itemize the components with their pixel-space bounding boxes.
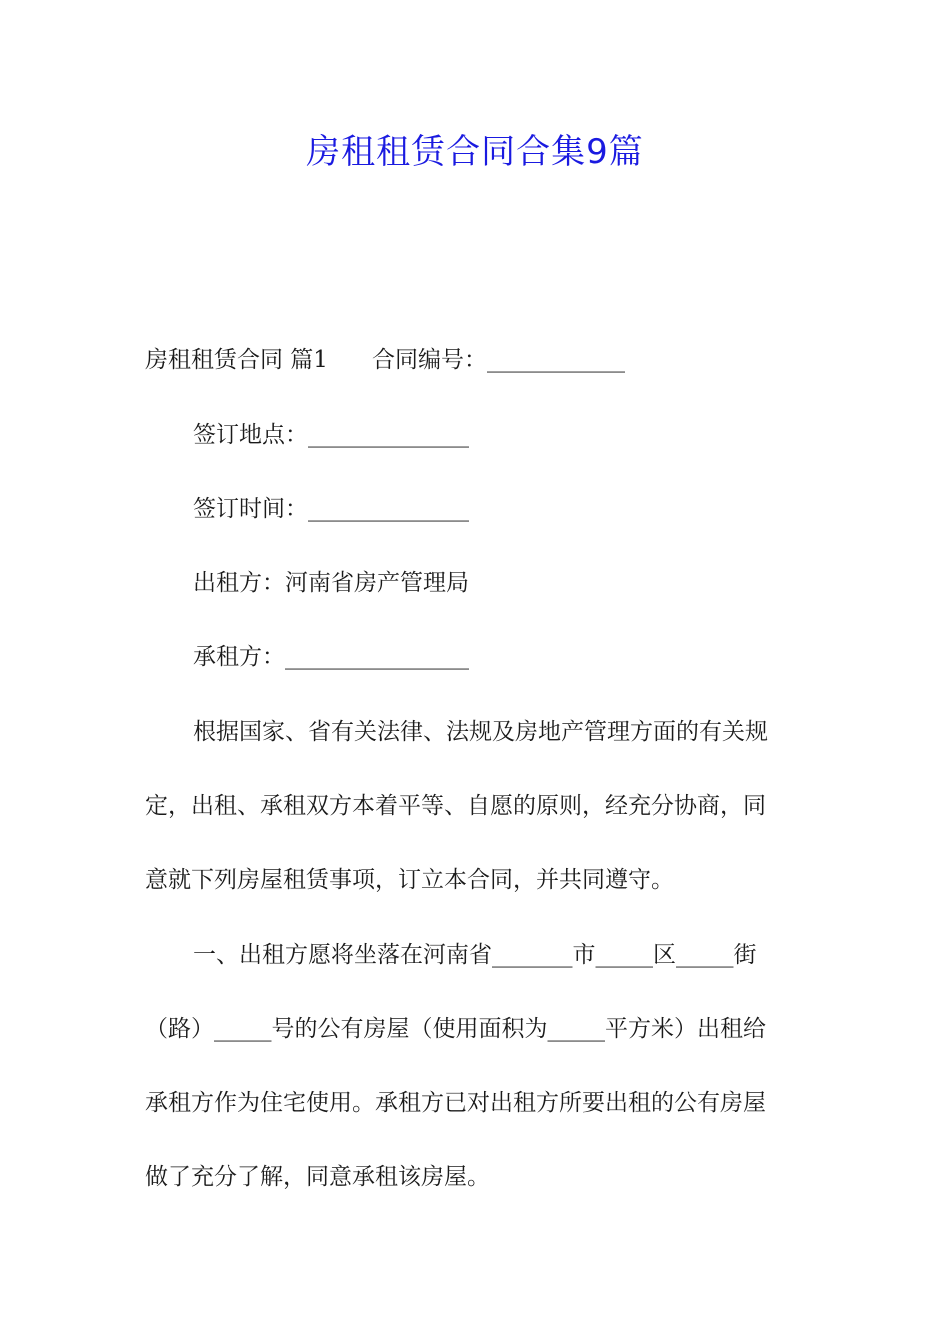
signing-place-field: 签订地点：______________ bbox=[193, 422, 469, 448]
paragraph-line: 根据国家、省有关法律、法规及房地产管理方面的有关规 bbox=[193, 719, 768, 745]
paragraph-line: 承租方作为住宅使用。承租方已对出租方所要出租的公有房屋 bbox=[145, 1090, 766, 1116]
paragraph-line: 做了充分了解，同意承租该房屋。 bbox=[145, 1164, 490, 1190]
paragraph-line: 定，出租、承租双方本着平等、自愿的原则，经充分协商，同 bbox=[145, 793, 766, 819]
paragraph-line: 意就下列房屋租赁事项，订立本合同，并共同遵守。 bbox=[145, 867, 674, 893]
paragraph-line: （路）_____号的公有房屋（使用面积为_____平方米）出租给 bbox=[145, 1016, 766, 1042]
contract-number-field: 合同编号：____________ bbox=[371, 347, 625, 373]
contract-heading-line bbox=[145, 340, 815, 380]
document-title: 房租租赁合同合集9篇 bbox=[306, 132, 644, 172]
contract-label: 房租租赁合同 篇1 bbox=[145, 347, 328, 373]
paragraph-line: 一、出租方愿将坐落在河南省_______市_____区_____街 bbox=[193, 942, 757, 968]
lessor-field: 出租方：河南省房产管理局 bbox=[193, 570, 469, 596]
signing-time-field: 签订时间：______________ bbox=[193, 496, 469, 522]
lessee-field: 承租方：________________ bbox=[193, 644, 469, 670]
